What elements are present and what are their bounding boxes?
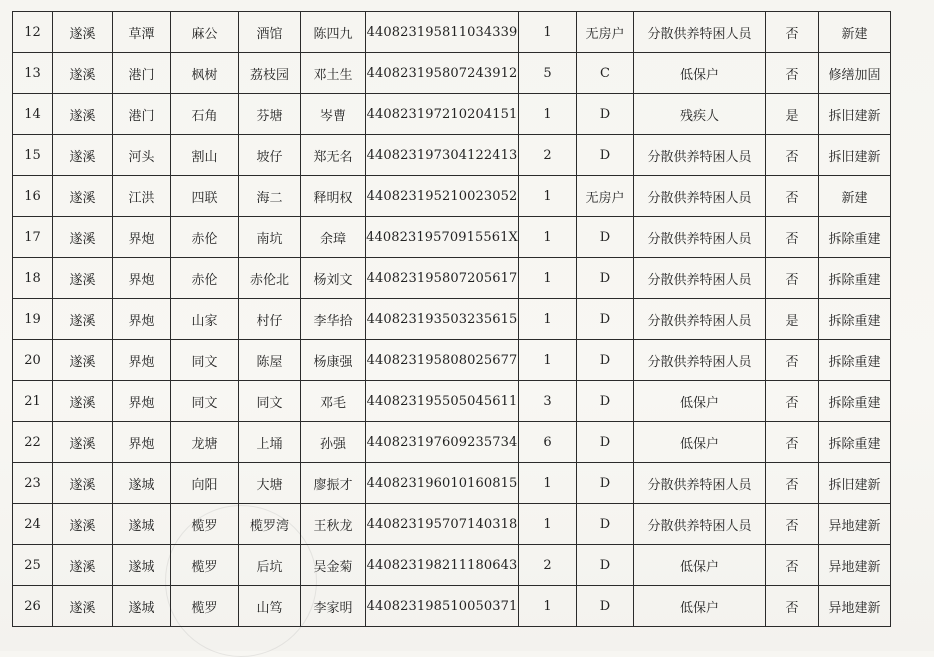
id-number-cell: 440823198510050371: [366, 586, 519, 627]
row-number-cell: 12: [13, 12, 53, 53]
table-row: [13, 94, 891, 135]
danger-level-cell: D: [577, 217, 634, 258]
household-size-cell: 1: [519, 94, 577, 135]
row-number-cell: 15: [13, 135, 53, 176]
table-row: [13, 135, 891, 176]
name-cell: 孙强: [301, 422, 366, 463]
household-size-cell: 1: [519, 299, 577, 340]
township-cell: 江洪: [113, 176, 171, 217]
id-number-cell: 440823195210023052: [366, 176, 519, 217]
admin-village-cell: 赤伦: [171, 217, 239, 258]
household-type-cell: 残疾人: [634, 94, 766, 135]
yes-no-cell: 否: [766, 422, 819, 463]
county-cell: 遂溪: [53, 53, 113, 94]
yes-no-cell: 否: [766, 176, 819, 217]
renovation-mode-cell: 新建: [819, 12, 891, 53]
township-cell: 遂城: [113, 586, 171, 627]
table-row: [13, 381, 891, 422]
village-group-cell: 酒馆: [239, 12, 301, 53]
admin-village-cell: 榄罗: [171, 504, 239, 545]
name-cell: 李家明: [301, 586, 366, 627]
id-number-cell: 440823193503235615: [366, 299, 519, 340]
county-cell: 遂溪: [53, 12, 113, 53]
name-cell: 余璋: [301, 217, 366, 258]
village-group-cell: 榄罗湾: [239, 504, 301, 545]
row-number-cell: 16: [13, 176, 53, 217]
admin-village-cell: 向阳: [171, 463, 239, 504]
household-size-cell: 1: [519, 176, 577, 217]
household-type-cell: 分散供养特困人员: [634, 12, 766, 53]
county-cell: 遂溪: [53, 299, 113, 340]
row-number-cell: 22: [13, 422, 53, 463]
name-cell: 释明权: [301, 176, 366, 217]
name-cell: 李华拾: [301, 299, 366, 340]
household-size-cell: 1: [519, 504, 577, 545]
id-number-cell: 440823195811034339: [366, 12, 519, 53]
county-cell: 遂溪: [53, 94, 113, 135]
county-cell: 遂溪: [53, 504, 113, 545]
village-group-cell: 上埇: [239, 422, 301, 463]
county-cell: 遂溪: [53, 422, 113, 463]
name-cell: 杨康强: [301, 340, 366, 381]
id-number-cell: 44082319570915561X: [366, 217, 519, 258]
id-number-cell: 440823195707140318: [366, 504, 519, 545]
name-cell: 杨刘文: [301, 258, 366, 299]
renovation-mode-cell: 拆除重建: [819, 217, 891, 258]
township-cell: 界炮: [113, 299, 171, 340]
row-number-cell: 21: [13, 381, 53, 422]
township-cell: 港门: [113, 94, 171, 135]
name-cell: 陈四九: [301, 12, 366, 53]
household-size-cell: 3: [519, 381, 577, 422]
row-number-cell: 24: [13, 504, 53, 545]
yes-no-cell: 否: [766, 12, 819, 53]
township-cell: 遂城: [113, 504, 171, 545]
household-type-cell: 低保户: [634, 586, 766, 627]
household-size-cell: 1: [519, 340, 577, 381]
yes-no-cell: 否: [766, 463, 819, 504]
household-size-cell: 2: [519, 135, 577, 176]
table-row: [13, 545, 891, 586]
yes-no-cell: 是: [766, 299, 819, 340]
id-number-cell: 440823197609235734: [366, 422, 519, 463]
household-table: [12, 11, 891, 627]
admin-village-cell: 龙塘: [171, 422, 239, 463]
admin-village-cell: 榄罗: [171, 545, 239, 586]
id-number-cell: 440823197210204151: [366, 94, 519, 135]
renovation-mode-cell: 拆除重建: [819, 299, 891, 340]
household-type-cell: 低保户: [634, 381, 766, 422]
household-size-cell: 5: [519, 53, 577, 94]
row-number-cell: 26: [13, 586, 53, 627]
village-group-cell: 后坑: [239, 545, 301, 586]
danger-level-cell: D: [577, 422, 634, 463]
admin-village-cell: 割山: [171, 135, 239, 176]
village-group-cell: 村仔: [239, 299, 301, 340]
danger-level-cell: D: [577, 586, 634, 627]
renovation-mode-cell: 修缮加固: [819, 53, 891, 94]
row-number-cell: 17: [13, 217, 53, 258]
township-cell: 河头: [113, 135, 171, 176]
village-group-cell: 坡仔: [239, 135, 301, 176]
township-cell: 界炮: [113, 422, 171, 463]
household-type-cell: 分散供养特困人员: [634, 217, 766, 258]
id-number-cell: 440823195808025677: [366, 340, 519, 381]
township-cell: 遂城: [113, 463, 171, 504]
village-group-cell: 芬塘: [239, 94, 301, 135]
yes-no-cell: 否: [766, 545, 819, 586]
danger-level-cell: D: [577, 545, 634, 586]
table-row: [13, 53, 891, 94]
danger-level-cell: 无房户: [577, 176, 634, 217]
county-cell: 遂溪: [53, 381, 113, 422]
renovation-mode-cell: 拆除重建: [819, 381, 891, 422]
danger-level-cell: D: [577, 94, 634, 135]
danger-level-cell: D: [577, 463, 634, 504]
township-cell: 界炮: [113, 381, 171, 422]
danger-level-cell: D: [577, 258, 634, 299]
name-cell: 郑无名: [301, 135, 366, 176]
admin-village-cell: 四联: [171, 176, 239, 217]
county-cell: 遂溪: [53, 463, 113, 504]
county-cell: 遂溪: [53, 217, 113, 258]
row-number-cell: 14: [13, 94, 53, 135]
name-cell: 邓土生: [301, 53, 366, 94]
row-number-cell: 13: [13, 53, 53, 94]
admin-village-cell: 榄罗: [171, 586, 239, 627]
renovation-mode-cell: 拆旧建新: [819, 94, 891, 135]
county-cell: 遂溪: [53, 545, 113, 586]
yes-no-cell: 是: [766, 94, 819, 135]
table-row: [13, 217, 891, 258]
township-cell: 界炮: [113, 258, 171, 299]
danger-level-cell: D: [577, 299, 634, 340]
household-size-cell: 1: [519, 258, 577, 299]
renovation-mode-cell: 拆除重建: [819, 340, 891, 381]
yes-no-cell: 否: [766, 135, 819, 176]
household-type-cell: 分散供养特困人员: [634, 176, 766, 217]
county-cell: 遂溪: [53, 586, 113, 627]
admin-village-cell: 枫树: [171, 53, 239, 94]
name-cell: 廖振才: [301, 463, 366, 504]
danger-level-cell: D: [577, 381, 634, 422]
yes-no-cell: 否: [766, 217, 819, 258]
danger-level-cell: D: [577, 504, 634, 545]
row-number-cell: 23: [13, 463, 53, 504]
row-number-cell: 18: [13, 258, 53, 299]
village-group-cell: 同文: [239, 381, 301, 422]
household-type-cell: 低保户: [634, 545, 766, 586]
id-number-cell: 440823197304122413: [366, 135, 519, 176]
danger-level-cell: D: [577, 135, 634, 176]
id-number-cell: 440823195807243912: [366, 53, 519, 94]
household-type-cell: 分散供养特困人员: [634, 299, 766, 340]
county-cell: 遂溪: [53, 176, 113, 217]
yes-no-cell: 否: [766, 340, 819, 381]
household-size-cell: 1: [519, 586, 577, 627]
table-row: [13, 176, 891, 217]
township-cell: 草潭: [113, 12, 171, 53]
name-cell: 吴金菊: [301, 545, 366, 586]
id-number-cell: 440823195807205617: [366, 258, 519, 299]
admin-village-cell: 山家: [171, 299, 239, 340]
danger-level-cell: C: [577, 53, 634, 94]
village-group-cell: 大塘: [239, 463, 301, 504]
row-number-cell: 20: [13, 340, 53, 381]
household-type-cell: 低保户: [634, 422, 766, 463]
household-type-cell: 分散供养特困人员: [634, 135, 766, 176]
village-group-cell: 南坑: [239, 217, 301, 258]
admin-village-cell: 石角: [171, 94, 239, 135]
renovation-mode-cell: 拆旧建新: [819, 135, 891, 176]
village-group-cell: 陈屋: [239, 340, 301, 381]
renovation-mode-cell: 拆除重建: [819, 258, 891, 299]
township-cell: 界炮: [113, 340, 171, 381]
village-group-cell: 赤伦北: [239, 258, 301, 299]
household-type-cell: 分散供养特困人员: [634, 258, 766, 299]
danger-level-cell: 无房户: [577, 12, 634, 53]
name-cell: 邓毛: [301, 381, 366, 422]
admin-village-cell: 赤伦: [171, 258, 239, 299]
row-number-cell: 25: [13, 545, 53, 586]
table-body: [13, 12, 891, 627]
renovation-mode-cell: 拆旧建新: [819, 463, 891, 504]
id-number-cell: 440823198211180643: [366, 545, 519, 586]
household-size-cell: 1: [519, 12, 577, 53]
township-cell: 港门: [113, 53, 171, 94]
household-size-cell: 1: [519, 463, 577, 504]
yes-no-cell: 否: [766, 381, 819, 422]
village-group-cell: 荔枝园: [239, 53, 301, 94]
yes-no-cell: 否: [766, 53, 819, 94]
household-size-cell: 1: [519, 217, 577, 258]
county-cell: 遂溪: [53, 258, 113, 299]
admin-village-cell: 麻公: [171, 12, 239, 53]
township-cell: 界炮: [113, 217, 171, 258]
table-row: [13, 299, 891, 340]
table-row: [13, 422, 891, 463]
county-cell: 遂溪: [53, 340, 113, 381]
county-cell: 遂溪: [53, 135, 113, 176]
table-row: [13, 258, 891, 299]
name-cell: 王秋龙: [301, 504, 366, 545]
village-group-cell: 海二: [239, 176, 301, 217]
row-number-cell: 19: [13, 299, 53, 340]
yes-no-cell: 否: [766, 504, 819, 545]
name-cell: 岑曹: [301, 94, 366, 135]
household-size-cell: 2: [519, 545, 577, 586]
renovation-mode-cell: 拆除重建: [819, 422, 891, 463]
table-row: [13, 586, 891, 627]
table-row: [13, 340, 891, 381]
renovation-mode-cell: 异地建新: [819, 504, 891, 545]
id-number-cell: 440823196010160815: [366, 463, 519, 504]
household-type-cell: 分散供养特困人员: [634, 504, 766, 545]
table-row: [13, 12, 891, 53]
household-type-cell: 低保户: [634, 53, 766, 94]
renovation-mode-cell: 异地建新: [819, 545, 891, 586]
table-row: [13, 504, 891, 545]
household-type-cell: 分散供养特困人员: [634, 340, 766, 381]
admin-village-cell: 同文: [171, 381, 239, 422]
village-group-cell: 山笃: [239, 586, 301, 627]
renovation-mode-cell: 异地建新: [819, 586, 891, 627]
household-type-cell: 分散供养特困人员: [634, 463, 766, 504]
admin-village-cell: 同文: [171, 340, 239, 381]
household-size-cell: 6: [519, 422, 577, 463]
yes-no-cell: 否: [766, 258, 819, 299]
renovation-mode-cell: 新建: [819, 176, 891, 217]
danger-level-cell: D: [577, 340, 634, 381]
id-number-cell: 440823195505045611: [366, 381, 519, 422]
table-row: [13, 463, 891, 504]
township-cell: 遂城: [113, 545, 171, 586]
yes-no-cell: 否: [766, 586, 819, 627]
